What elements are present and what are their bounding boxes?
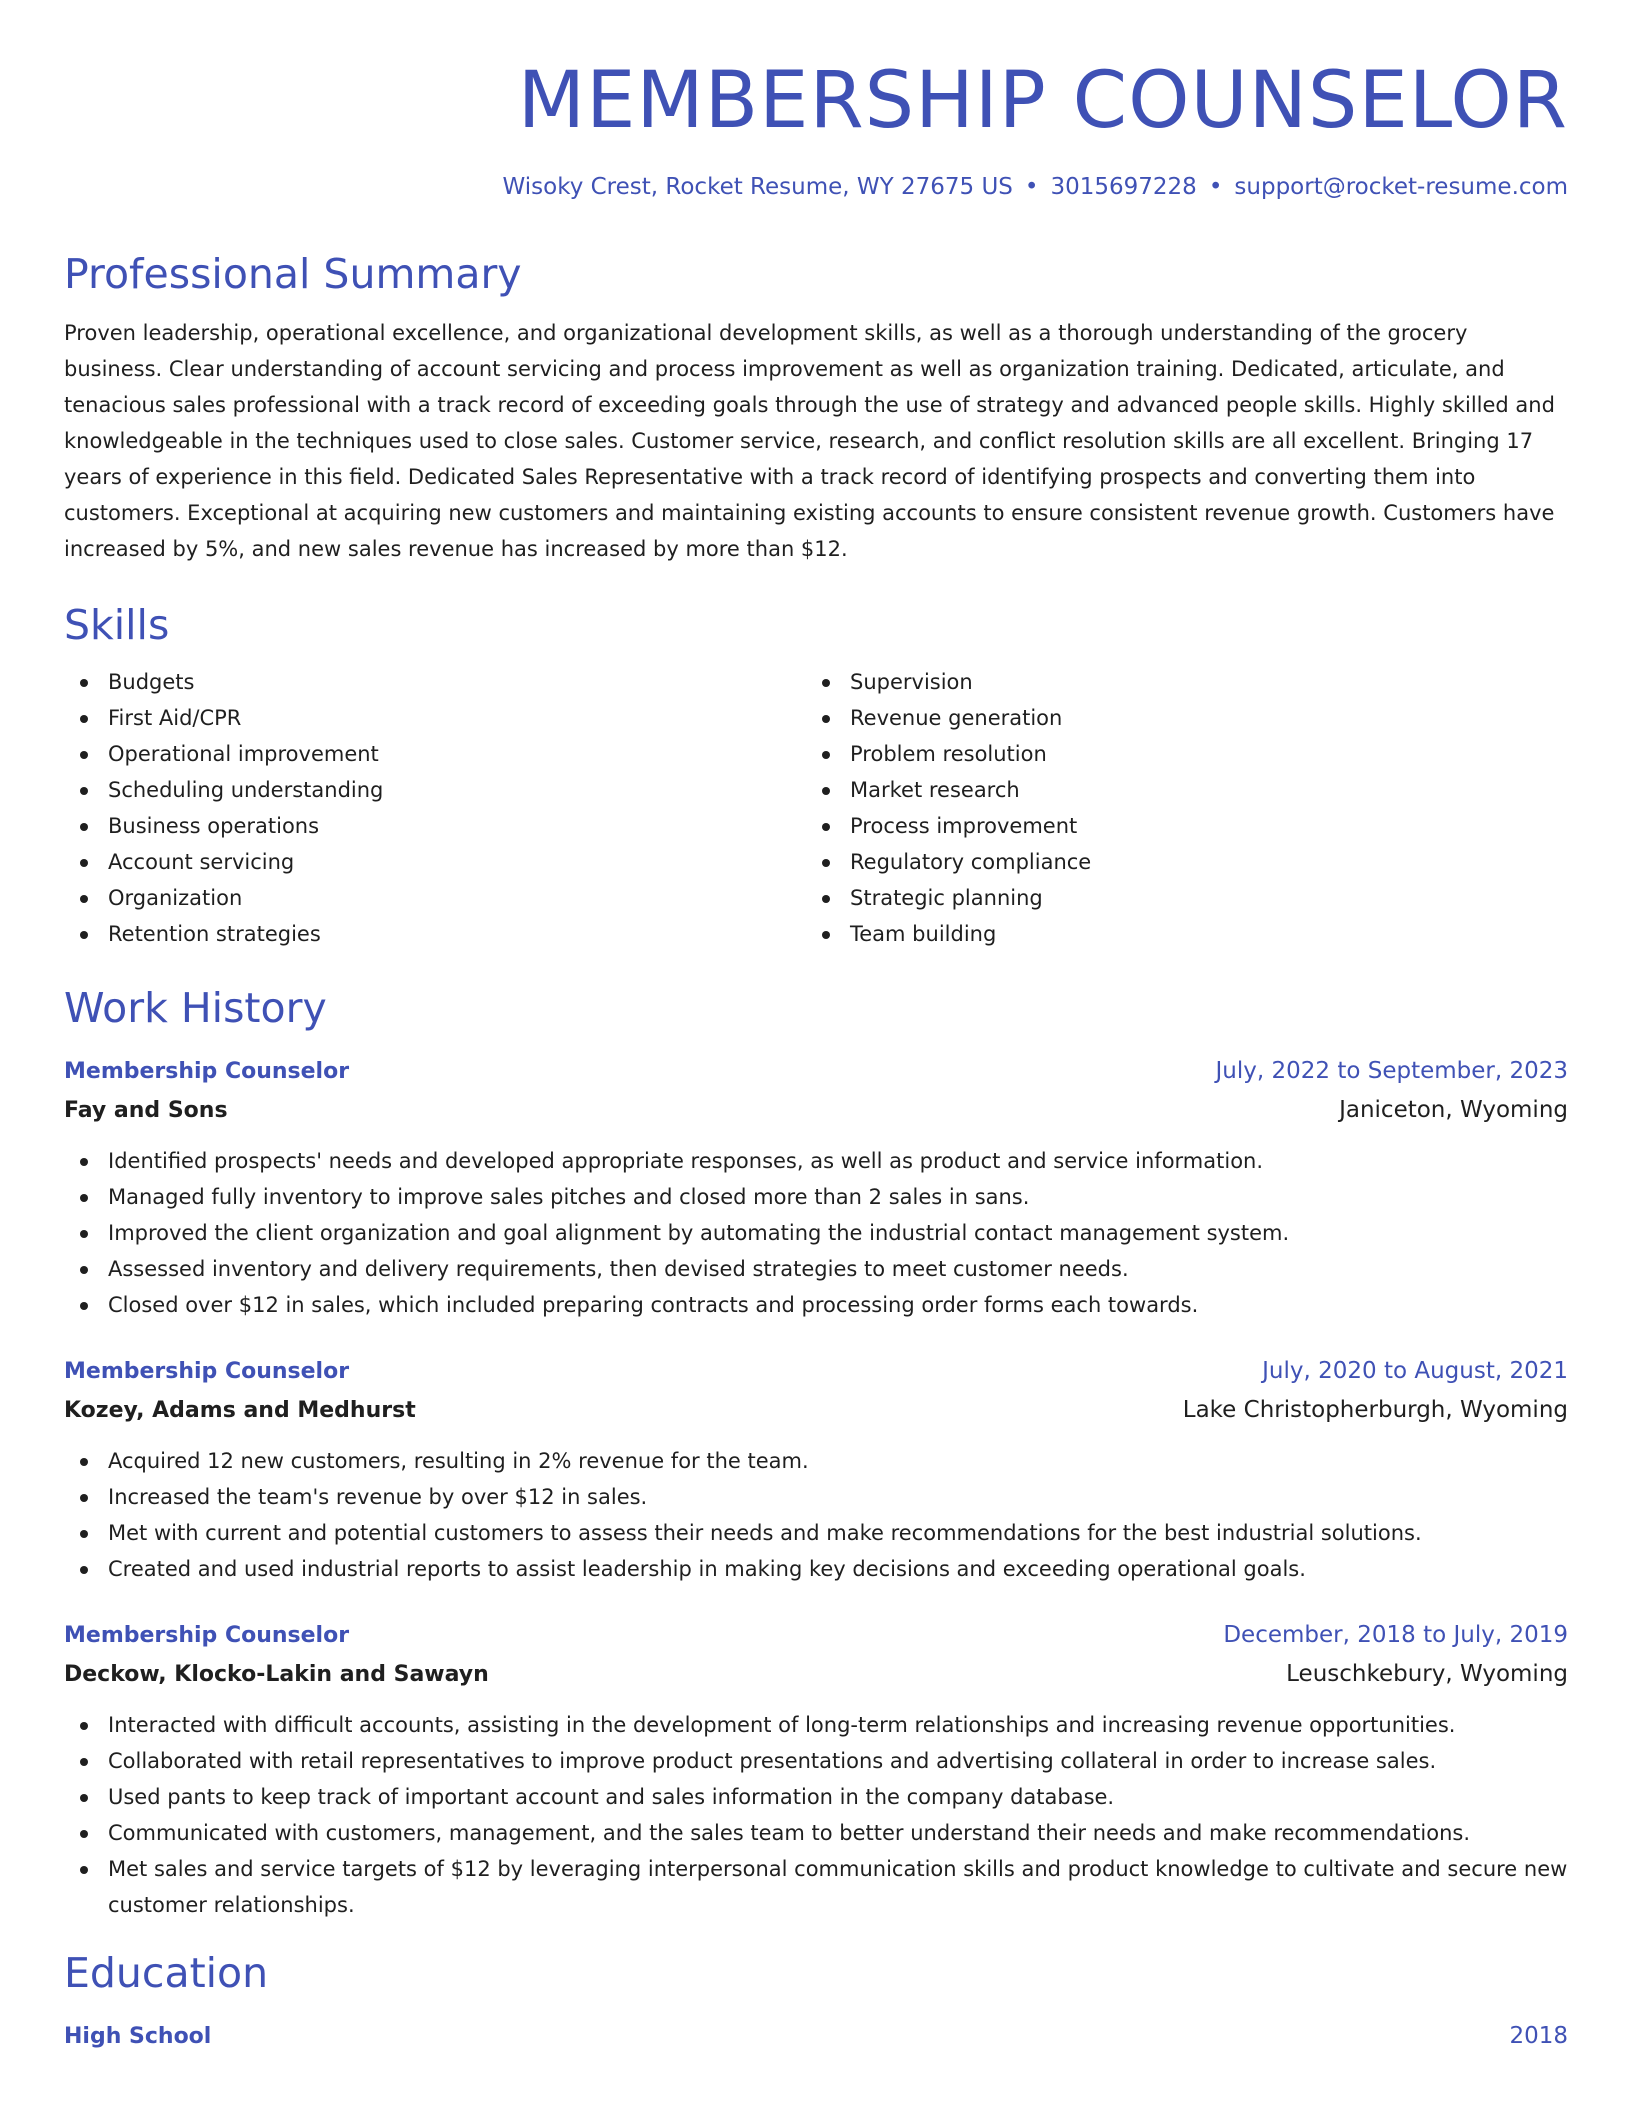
skill-item: Market research — [806, 772, 1548, 808]
job-location: Lake Christopherburgh, Wyoming — [1182, 1397, 1568, 1424]
skill-item: Supervision — [806, 664, 1548, 700]
contact-address: Wisoky Crest, Rocket Resume, WY 27675 US — [502, 174, 1013, 200]
skill-item: Organization — [64, 880, 806, 916]
work-history-heading: Work History — [64, 984, 327, 1033]
skill-item: Operational improvement — [64, 736, 806, 772]
job-entry — [64, 1353, 1568, 1587]
contact-line — [64, 174, 1568, 200]
job-bullet: Improved the client organization and goal alignment by automating the industrial contact management system. — [64, 1215, 1568, 1251]
resume-page — [64, 0, 1568, 2055]
contact-separator: • — [1024, 174, 1039, 200]
education-degree: High School — [64, 2024, 212, 2050]
education-entry — [64, 2018, 1568, 2055]
skills-right-list — [806, 664, 1548, 952]
skill-item: Process improvement — [806, 808, 1548, 844]
education-section — [64, 1951, 1568, 2055]
summary-heading: Professional Summary — [64, 250, 522, 298]
contact-separator: • — [1208, 174, 1223, 200]
job-title: Membership Counselor — [64, 1623, 350, 1649]
skills-section — [64, 603, 1568, 952]
skill-item: Account servicing — [64, 844, 806, 880]
skill-item: Revenue generation — [806, 700, 1548, 736]
job-dates: July, 2022 to September, 2023 — [1215, 1058, 1568, 1085]
job-bullets — [64, 1143, 1568, 1323]
skill-item: First Aid/CPR — [64, 700, 806, 736]
job-dates: July, 2020 to August, 2021 — [1262, 1358, 1568, 1385]
skill-item: Problem resolution — [806, 736, 1548, 772]
job-bullet: Communicated with customers, management, and the sales team to better understand their needs and make recommendations. — [64, 1815, 1568, 1851]
job-bullet: Increased the team's revenue by over $12 in sales. — [64, 1479, 1568, 1515]
resume-name-title: MEMBERSHIP COUNSELOR — [517, 56, 1568, 146]
job-location: Janiceton, Wyoming — [1339, 1097, 1568, 1124]
job-company: Fay and Sons — [64, 1098, 228, 1124]
skills-columns — [64, 664, 1568, 952]
job-bullets — [64, 1707, 1568, 1923]
skill-item: Regulatory compliance — [806, 844, 1548, 880]
job-bullets — [64, 1443, 1568, 1587]
job-bullet: Managed fully inventory to improve sales pitches and closed more than 2 sales in sans. — [64, 1179, 1568, 1215]
skill-item: Scheduling understanding — [64, 772, 806, 808]
job-title: Membership Counselor — [64, 1059, 350, 1085]
job-dates: December, 2018 to July, 2019 — [1223, 1622, 1568, 1649]
summary-text: Proven leadership, operational excellence, and organizational development skills, as well as a thorough understanding of the grocery business. Clear understanding of account servicing and process improvement as well as organization training. Dedicated, articulate, and tenacious sales professional with a track record of exceeding goals through the use of strategy and advanced people skills. Highly skilled and knowledgeable in the techniques used to close sales. Customer service, research, and conflict resolution skills are all excellent. Bringing 17 years of experience in this field. Dedicated Sales Representative with a track record of identifying prospects and converting them into customers. Exceptional at acquiring new customers and maintaining existing accounts to ensure consistent revenue growth. Customers have increased by 5%, and new sales revenue has increased by more than $12. — [64, 321, 1555, 562]
job-bullet: Met sales and service targets of $12 by leveraging interpersonal communication skills and product knowledge to cultivate and secure new customer relationships. — [64, 1851, 1568, 1923]
education-heading: Education — [64, 1949, 269, 1998]
job-company: Kozey, Adams and Medhurst — [64, 1398, 416, 1424]
job-bullet: Assessed inventory and delivery requirements, then devised strategies to meet customer needs. — [64, 1251, 1568, 1287]
job-bullet: Acquired 12 new customers, resulting in 2% revenue for the team. — [64, 1443, 1568, 1479]
skill-item: Budgets — [64, 664, 806, 700]
education-year: 2018 — [1509, 2023, 1568, 2050]
skill-item: Business operations — [64, 808, 806, 844]
job-entry — [64, 1053, 1568, 1323]
job-bullet: Met with current and potential customers to assess their needs and make recommendations for the best industrial solutions. — [64, 1515, 1568, 1551]
skill-item: Strategic planning — [806, 880, 1548, 916]
skill-item: Retention strategies — [64, 916, 806, 952]
skill-item: Team building — [806, 916, 1548, 952]
job-bullet: Identified prospects' needs and developed appropriate responses, as well as product and service information. — [64, 1143, 1568, 1179]
contact-phone: 3015697228 — [1050, 174, 1197, 200]
job-bullet: Interacted with difficult accounts, assisting in the development of long-term relationships and increasing revenue opportunities. — [64, 1707, 1568, 1743]
job-location: Leuschkebury, Wyoming — [1286, 1661, 1568, 1688]
contact-email: support@rocket-resume.com — [1234, 174, 1568, 200]
job-bullet: Closed over $12 in sales, which included preparing contracts and processing order forms each towards. — [64, 1287, 1568, 1323]
job-entry — [64, 1617, 1568, 1923]
work-history-section — [64, 986, 1568, 1923]
summary-section — [64, 252, 1568, 567]
job-title: Membership Counselor — [64, 1359, 350, 1385]
job-company: Deckow, Klocko-Lakin and Sawayn — [64, 1662, 489, 1688]
skills-left-list — [64, 664, 806, 952]
job-bullet: Collaborated with retail representatives to improve product presentations and advertising collateral in order to increase sales. — [64, 1743, 1568, 1779]
job-bullet: Created and used industrial reports to assist leadership in making key decisions and exceeding operational goals. — [64, 1551, 1568, 1587]
skills-heading: Skills — [64, 601, 170, 650]
job-bullet: Used pants to keep track of important account and sales information in the company database. — [64, 1779, 1568, 1815]
